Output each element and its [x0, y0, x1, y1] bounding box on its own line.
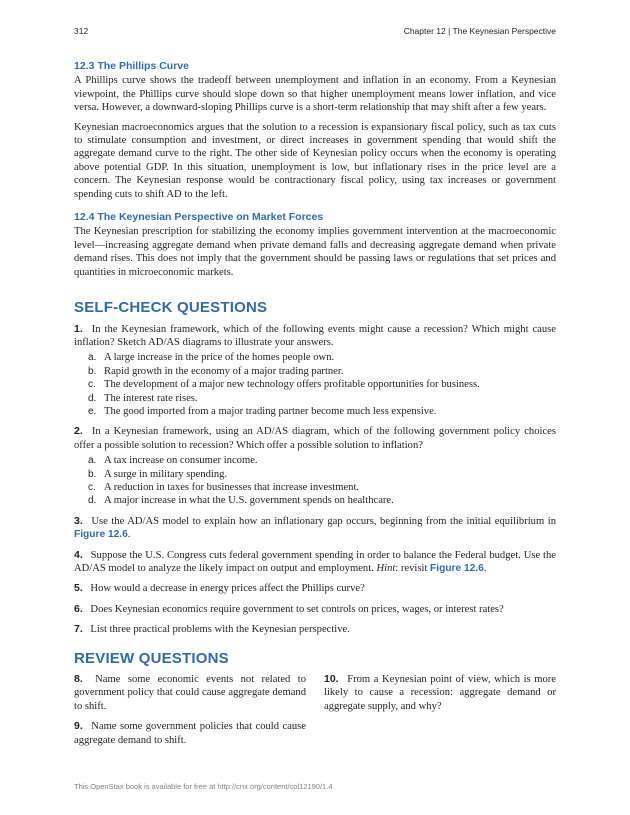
question-number: 5. — [74, 582, 83, 595]
section-title: 12.3 The Phillips Curve — [74, 60, 189, 72]
list-item: e. The good imported from a major trading partner become much less expensive. — [88, 405, 437, 417]
list-item: d. A major increase in what the U.S. government spends on healthcare. — [88, 495, 394, 507]
question-text: How would a decrease in energy prices affect the Phillips curve? — [90, 583, 365, 595]
chapter-header: Chapter 12 | The Keynesian Perspective — [403, 26, 556, 36]
paragraph: A Phillips curve shows the tradeoff between unemployment and inflation in an economy. From a Keynesian viewpoint, the Phillips curve should slope down so that higher unemployment means lower inflation, and vice versa. However, a downward-sloping Phillips curve is a short-term relationship that may shift after a few years. — [74, 75, 556, 114]
list-item: c. The development of a major new technology offers profitable opportunities for business. — [88, 379, 480, 391]
review-columns — [74, 673, 556, 754]
question-8 — [74, 673, 306, 713]
question-number: 4. — [74, 548, 83, 561]
review-title: REVIEW QUESTIONS — [74, 649, 229, 667]
self-check-section — [74, 301, 556, 637]
question-text: Use the AD/AS model to explain how an inflationary gap occurs, beginning from the initial equilibrium in — [91, 515, 556, 527]
section-12-4 — [74, 211, 556, 279]
question-text: Name some government policies that could cause aggregate demand to shift. — [74, 721, 307, 746]
review-section — [74, 649, 556, 754]
paragraph: The Keynesian prescription for stabilizing the economy implies government intervention at the macroeconomic level—increasing aggregate demand when private demand falls and decreasing aggregate demand when private demand rises. This does not imply that the government should be passing laws or regulations that set prices and quantities in microeconomic markets. — [74, 226, 556, 278]
question-text: In the Keynesian framework, which of the following events might cause a recession? Which might cause inflation? Sketch AD/AS diagrams to illustrate your answers. — [74, 323, 556, 348]
answer-options — [74, 454, 556, 508]
question-7 — [74, 623, 556, 636]
question-2 — [74, 425, 556, 507]
question-number: 1. — [74, 322, 83, 335]
question-text: In a Keynesian framework, using an AD/AS diagram, which of the following government policy choices offer a possible solution to recession? Which offer a possible solution to inflation? — [74, 426, 557, 451]
figure-link[interactable]: Figure 12.6 — [430, 563, 484, 574]
list-item: c. A reduction in taxes for businesses that increase investment. — [88, 481, 360, 493]
question-number: 2. — [74, 425, 83, 438]
question-text: Name some economic events not related to government policy that could cause aggregate demand to shift. — [74, 674, 306, 712]
self-check-title: SELF-CHECK QUESTIONS — [74, 299, 268, 317]
question-text: From a Keynesian point of view, which is more likely to cause a recession: aggregate demand or aggregate supply, and why? — [324, 674, 556, 712]
question-5 — [74, 582, 556, 595]
question-1 — [74, 323, 556, 419]
question-number: 10. — [324, 673, 339, 686]
list-item: a. A large increase in the price of the homes people own. — [88, 352, 335, 364]
question-number: 7. — [74, 623, 83, 636]
question-number: 3. — [74, 514, 83, 527]
question-3: 3. Use the AD/AS model to explain how an inflationary gap occurs, beginning from the initial equilibrium in Figure 12.6. — [74, 514, 556, 541]
question-10 — [324, 673, 556, 713]
list-item: b. A surge in military spending. — [88, 468, 228, 480]
question-text: Does Keynesian economics require government to set controls on prices, wages, or interest rates? — [90, 603, 504, 615]
review-column-left — [74, 673, 306, 754]
question-4: 4. Suppose the U.S. Congress cuts federal government spending in order to balance the Federal budget. Use the AD/AS model to analyze the likely impact on output and employment. Hint: revisit Figure 12.6. — [74, 548, 556, 574]
question-number: 6. — [74, 602, 83, 615]
page-number: 312 — [74, 26, 89, 36]
review-column-right — [324, 673, 556, 754]
list-item: a. A tax increase on consumer income. — [88, 455, 258, 467]
question-number: 9. — [74, 720, 83, 733]
list-item: b. Rapid growth in the economy of a major trading partner. — [88, 365, 344, 377]
question-9 — [74, 720, 306, 747]
section-12-3 — [74, 60, 556, 201]
section-title: 12.4 The Keynesian Perspective on Market Forces — [74, 211, 324, 224]
page-content — [74, 60, 556, 754]
question-text: Suppose the U.S. Congress cuts federal government spending in order to balance the Federal budget. Use the AD/AS model to analyze the likely impact on output and employment. — [74, 549, 556, 574]
question-6 — [74, 603, 556, 616]
list-item: d. The interest rate rises. — [88, 392, 198, 404]
question-text: List three practical problems with the Keynesian perspective. — [90, 624, 350, 636]
figure-link[interactable]: Figure 12.6 — [74, 529, 128, 541]
paragraph: Keynesian macroeconomics argues that the solution to a recession is expansionary fiscal policy, such as tax cuts to stimulate consumption and investment, or direct increases in government spending that would shift the aggregate demand curve to the right. The other side of Keynesian policy occurs when the economy is operating above potential GDP. In this situation, unemployment is low, but inflationary rises in the price level are a concern. The Keynesian response would be contractionary fiscal policy, using tax increases or government spending cuts to shift AD to the left. — [74, 121, 556, 200]
hint-label: Hint — [376, 563, 396, 574]
question-number: 8. — [74, 673, 83, 686]
page-footer: This OpenStax book is available for free at http://cnx.org/content/col12190/1.4 — [74, 782, 333, 791]
answer-options — [74, 351, 556, 418]
